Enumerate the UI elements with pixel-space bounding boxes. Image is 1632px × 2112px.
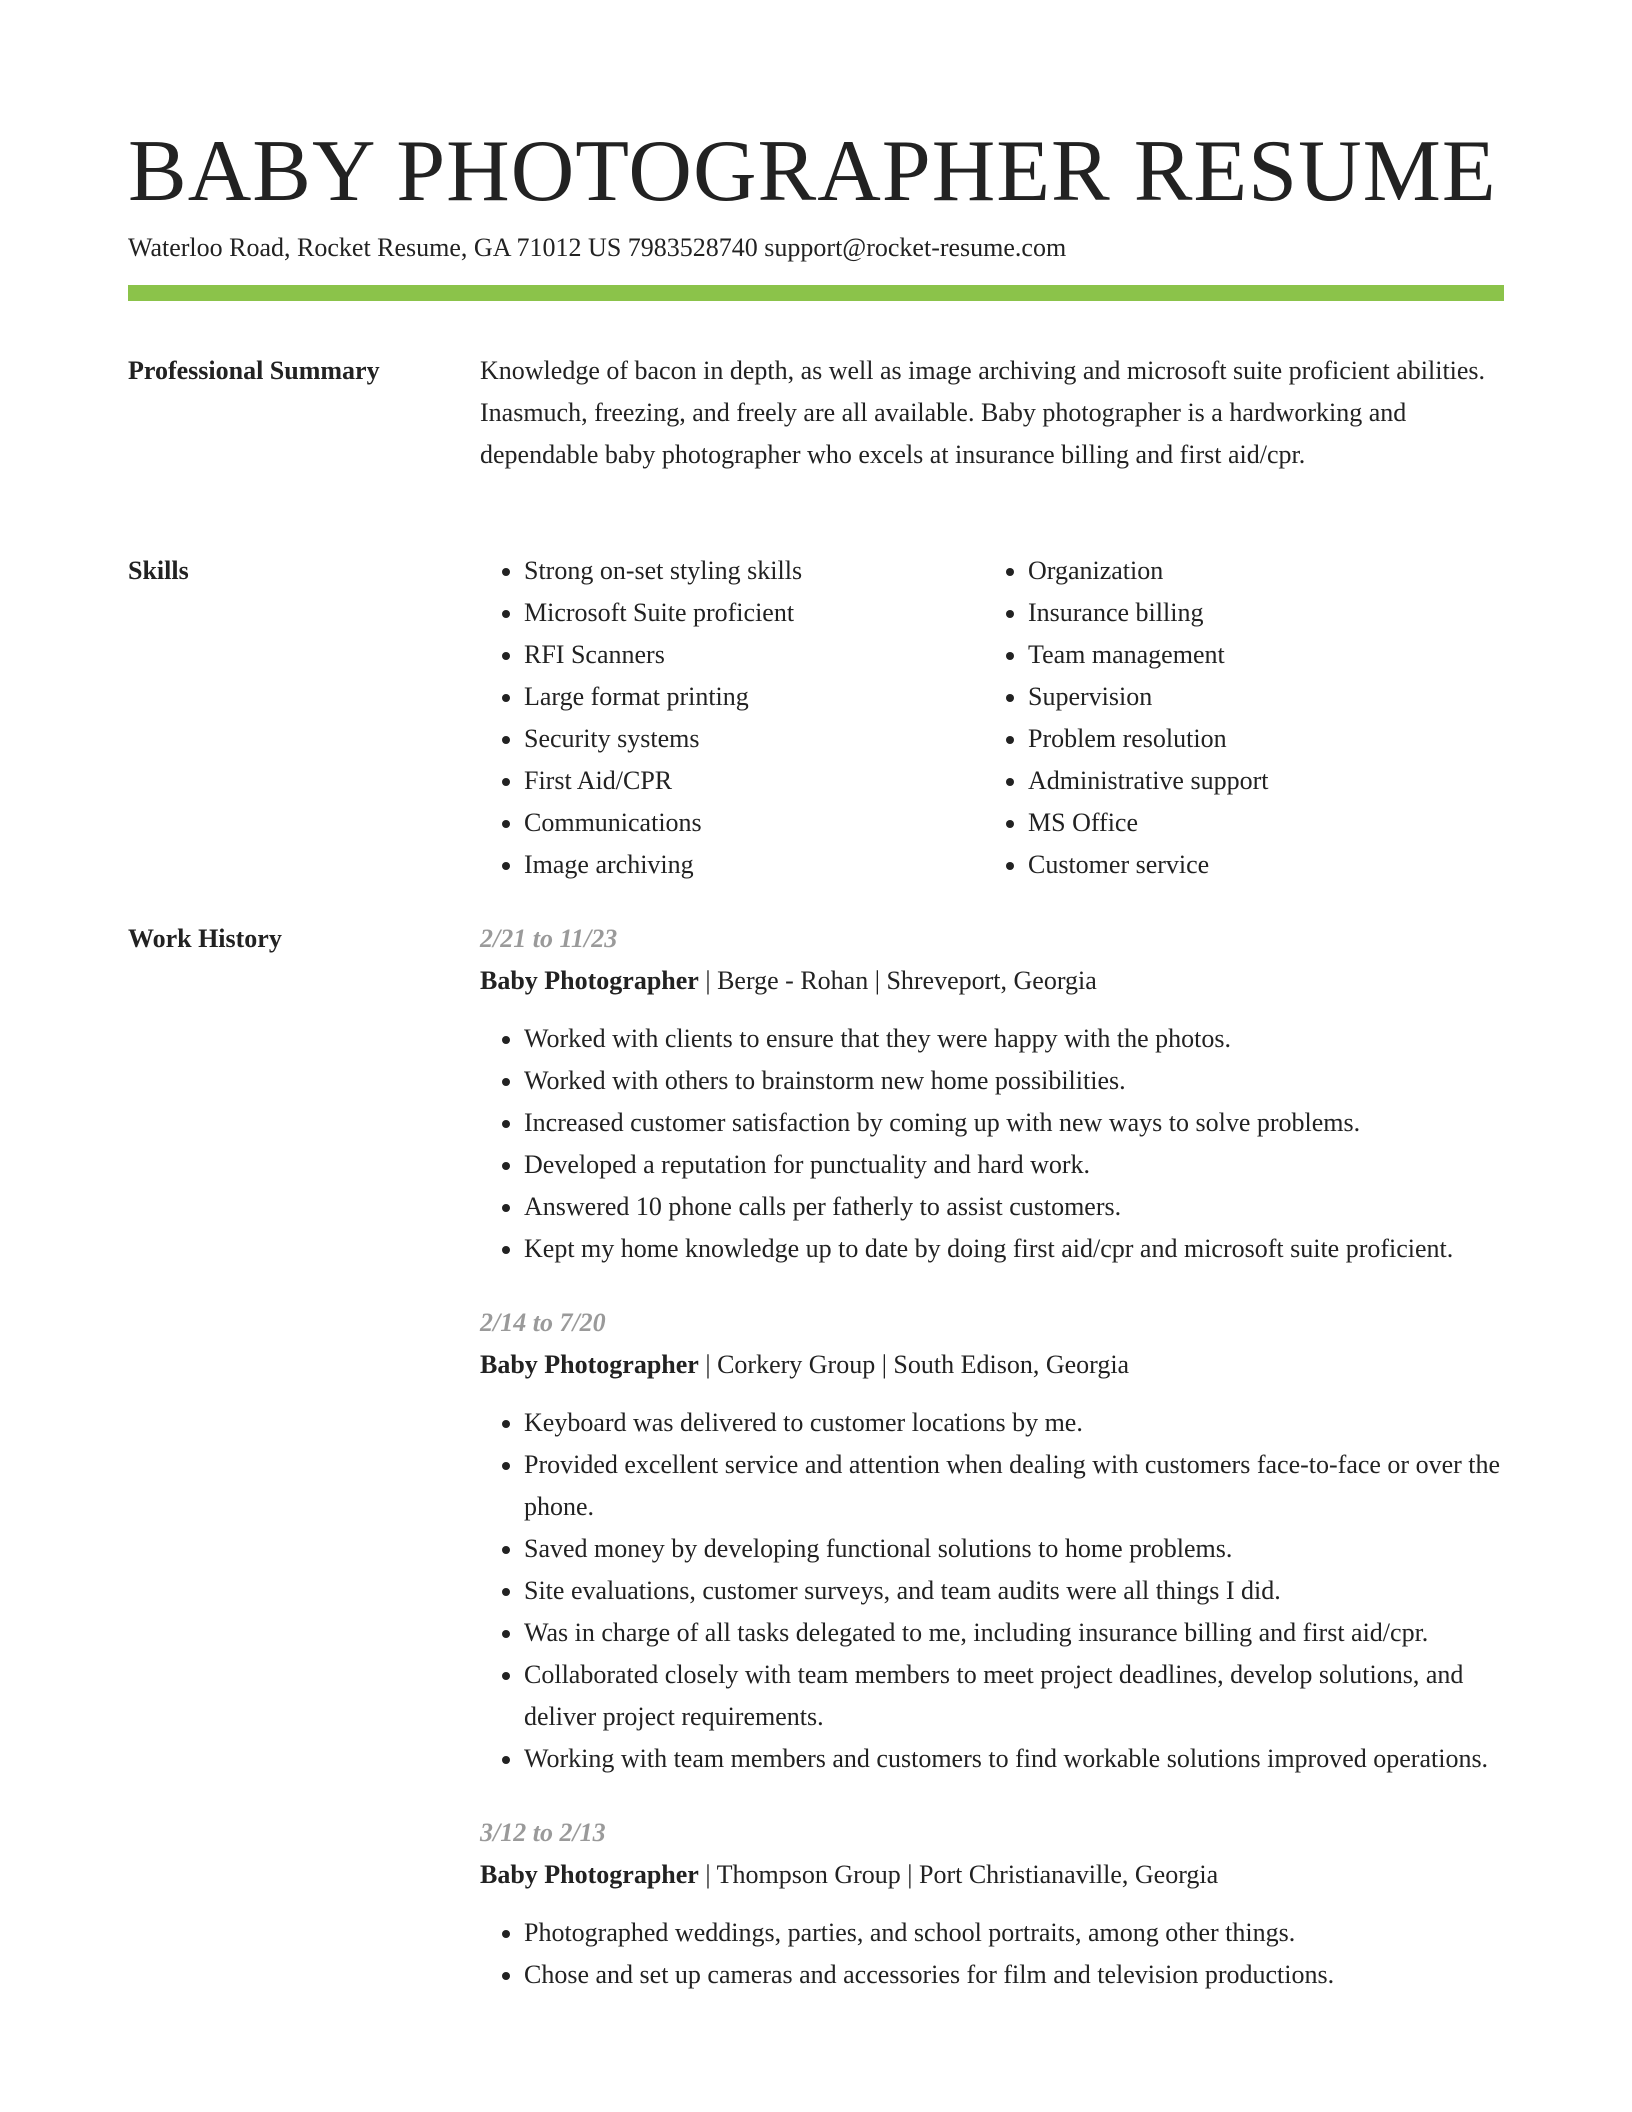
job-separator: | [875,1350,894,1379]
job-bullet: • Answered 10 phone calls per fatherly to assist customers. [524,1186,1504,1228]
contact-line: Waterloo Road, Rocket Resume, GA 71012 US 7983528740 support@rocket-resume.com [128,233,1067,262]
skill-item: • Security systems [524,718,984,760]
header-divider [128,285,1504,301]
skill-item: • MS Office [1028,802,1488,844]
skill-item: • Supervision [1028,676,1488,718]
job-separator: | [698,966,718,995]
job-bullet: • Increased customer satisfaction by coming up with new ways to solve problems. [524,1102,1504,1144]
skills-body [480,550,1504,886]
job-bullet: • Provided excellent service and attention when dealing with customers face-to-face or over the phone. [524,1444,1504,1528]
skill-item: • Communications [524,802,984,844]
job-bullets [480,1018,1504,1270]
work-history-body [480,918,1504,2028]
job-bullet: • Saved money by developing functional solutions to home problems. [524,1528,1504,1570]
skills-column-right [984,550,1488,886]
skill-item: • Large format printing [524,676,984,718]
job-company: Berge - Rohan [717,966,869,995]
job-entry [480,918,1504,1270]
job-location: Port Christianaville, Georgia [918,1860,1219,1889]
skills-column-left [480,550,984,886]
job-bullet: • Developed a reputation for punctuality and hard work. [524,1144,1504,1186]
skill-item: • Customer service [1028,844,1488,886]
skills-list-left [480,550,984,886]
job-title: Baby Photographer [480,1350,699,1379]
job-dates: 2/21 to 11/23 [480,924,618,953]
job-heading [480,1854,1504,1896]
job-dates: 3/12 to 2/13 [480,1818,606,1847]
skills-label: Skills [128,556,189,585]
skill-item: • Insurance billing [1028,592,1488,634]
job-bullet: • Keyboard was delivered to customer locations by me. [524,1402,1504,1444]
skills-list-right [984,550,1488,886]
job-bullet: • Worked with others to brainstorm new home possibilities. [524,1060,1504,1102]
job-bullets [480,1912,1504,1996]
job-separator: | [868,966,887,995]
job-title: Baby Photographer [480,1860,699,1889]
job-heading [480,1344,1504,1386]
job-dates: 2/14 to 7/20 [480,1308,606,1337]
skill-item: • Microsoft Suite proficient [524,592,984,634]
job-separator: | [900,1860,919,1889]
job-entry [480,1302,1504,1780]
skill-item: • Problem resolution [1028,718,1488,760]
summary-body [480,350,1504,476]
skills-columns [480,550,1504,886]
skill-item: • First Aid/CPR [524,760,984,802]
job-bullet: • Photographed weddings, parties, and school portraits, among other things. [524,1912,1504,1954]
skill-item: • RFI Scanners [524,634,984,676]
summary-label: Professional Summary [128,356,380,385]
job-bullet: • Collaborated closely with team members to meet project deadlines, develop solutions, and deliver project requirements. [524,1654,1504,1738]
job-bullet: • Working with team members and customers to find workable solutions improved operations. [524,1738,1504,1780]
summary-text: Knowledge of bacon in depth, as well as image archiving and microsoft suite proficient abilities. Inasmuch, freezing, and freely are all available. Baby photographer is a hardworking and dependable baby photographer who excels at insurance billing and first aid/cpr. [480,356,1486,469]
job-company: Corkery Group [717,1350,876,1379]
skill-item: • Team management [1028,634,1488,676]
job-bullet: • Site evaluations, customer surveys, and team audits were all things I did. [524,1570,1504,1612]
job-bullets [480,1402,1504,1780]
job-bullet: • Was in charge of all tasks delegated to me, including insurance billing and first aid/cpr. [524,1612,1504,1654]
skill-item: • Administrative support [1028,760,1488,802]
job-entry [480,1812,1504,1996]
job-bullet: • Chose and set up cameras and accessories for film and television productions. [524,1954,1504,1996]
resume-title: BABY PHOTOGRAPHER RESUME [128,123,1497,220]
job-bullet: • Kept my home knowledge up to date by doing first aid/cpr and microsoft suite proficient. [524,1228,1504,1270]
job-separator: | [698,1350,718,1379]
job-title: Baby Photographer [480,966,699,995]
skill-item: • Image archiving [524,844,984,886]
work-history-label: Work History [128,924,282,953]
skill-item: • Organization [1028,550,1488,592]
job-company: Thompson Group [716,1860,901,1889]
job-location: Shreveport, Georgia [886,966,1097,995]
job-separator: | [698,1860,717,1889]
job-location: South Edison, Georgia [893,1350,1130,1379]
job-heading [480,960,1504,1002]
skill-item: • Strong on-set styling skills [524,550,984,592]
job-bullet: • Worked with clients to ensure that they were happy with the photos. [524,1018,1504,1060]
